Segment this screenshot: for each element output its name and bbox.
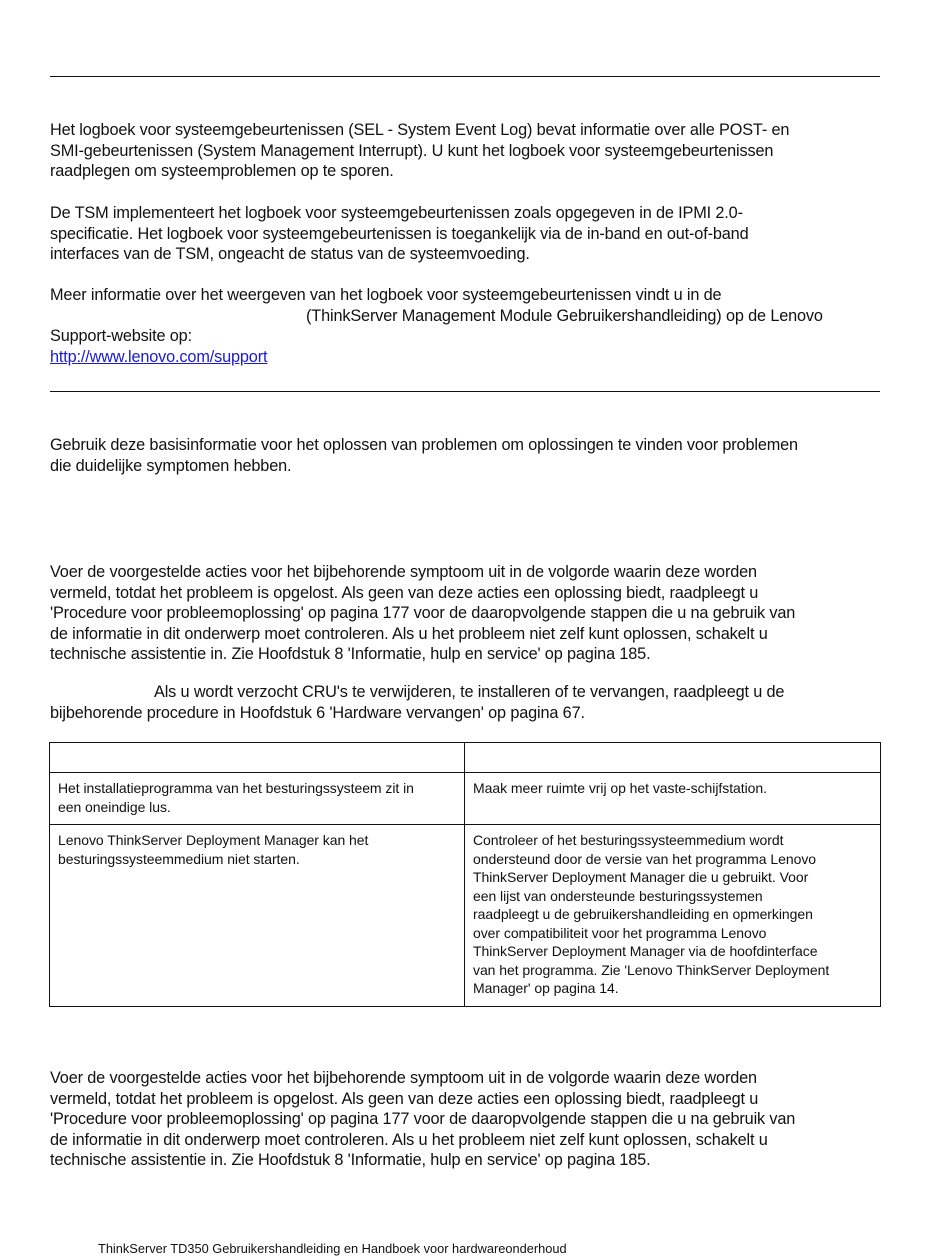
text-line: die duidelijke symptomen hebben.: [50, 456, 292, 475]
text-line: Controleer of het besturingssysteemmedium wordt: [473, 832, 784, 848]
text-line: besturingssysteemmedium niet starten.: [58, 850, 300, 867]
text-line: specificatie. Het logboek voor systeemgebeurtenissen is toegankelijk via de in-band en out-of-band: [50, 224, 749, 243]
text-line: Voer de voorgestelde acties voor het bijbehorende symptoom uit in de volgorde waarin deze worden: [50, 1069, 757, 1087]
text-line: bijbehorende procedure in Hoofdstuk 6 'Hardware vervangen' op pagina 67.: [50, 703, 585, 722]
text-line: een oneindige lus.: [58, 798, 171, 815]
text-line: technische assistentie in. Zie Hoofdstuk 8 'Informatie, hulp en service' op pagina 185.: [50, 645, 651, 664]
text-line: 'Procedure voor probleemoplossing' op pagina 177 voor de daaropvolgende stappen die u na gebruik van: [50, 1110, 796, 1129]
text-line: Maak meer ruimte vrij op het vaste-schijfstation.: [473, 780, 767, 796]
basic-intro-paragraph: [50, 435, 880, 476]
text-line: van het programma. Zie 'Lenovo ThinkServer Deployment: [473, 961, 830, 978]
table-row: [50, 825, 881, 1007]
text-line: Het logboek voor systeemgebeurtenissen (SEL - System Event Log) bevat informatie over alle POST- en: [50, 121, 790, 139]
section-divider-middle: [50, 391, 880, 392]
table-row: [50, 773, 881, 825]
text-line: Manager' op pagina 14.: [473, 980, 619, 996]
text-line: ThinkServer Deployment Manager via de hoofdinterface: [473, 943, 818, 959]
text-line: ondersteund door de versie van het programma Lenovo: [473, 850, 817, 867]
text-line: Gebruik deze basisinformatie voor het oplossen van problemen om oplossingen te vinden voor problemen: [50, 436, 798, 454]
text-line: vermeld, totdat het probleem is opgelost. Als geen van deze acties een oplossing biedt, raadpleegt u: [50, 1089, 759, 1108]
text-fragment: (ThinkServer Management Module Gebruikershandleiding) op de Lenovo: [306, 306, 823, 325]
symptom-action-table: [49, 742, 881, 1007]
sel-paragraph-1: [50, 120, 880, 182]
text-line: raadplegen om systeemproblemen op te sporen.: [50, 162, 394, 181]
actions-paragraph: [50, 562, 880, 665]
text-line: De TSM implementeert het logboek voor systeemgebeurtenissen zoals opgegeven in de IPMI 2.0-: [50, 204, 743, 222]
text-line: 'Procedure voor probleemoplossing' op pagina 177 voor de daaropvolgende stappen die u na gebruik van: [50, 604, 796, 623]
text-line: [50, 306, 880, 327]
text-fragment: Als u wordt verzocht CRU's te verwijderen, te installeren of te vervangen, raadpleegt u de: [154, 683, 785, 701]
text-line: Voer de voorgestelde acties voor het bijbehorende symptoom uit in de volgorde waarin deze worden: [50, 563, 757, 581]
text-line: een lijst van ondersteunde besturingssystemen: [473, 887, 763, 904]
text-line: Lenovo ThinkServer Deployment Manager kan het: [58, 832, 369, 848]
actions-paragraph-2: [50, 1068, 880, 1171]
sel-paragraph-3: [50, 285, 880, 367]
text-line: ThinkServer Deployment Manager die u gebruikt. Voor: [473, 869, 809, 885]
text-line: de informatie in dit onderwerp moet controleren. Als u het probleem niet zelf kunt oplossen, schakelt u: [50, 624, 768, 643]
text-line: over compatibiliteit voor het programma Lenovo: [473, 924, 767, 941]
sel-paragraph-2: [50, 203, 880, 265]
symptom-cell: [50, 825, 465, 1007]
text-line: interfaces van de TSM, ongeacht de status van de systeemvoeding.: [50, 245, 530, 264]
link-line: [50, 347, 880, 368]
lenovo-support-link[interactable]: http://www.lenovo.com/support: [50, 347, 268, 366]
header-action: [465, 743, 881, 773]
text-line: Meer informatie over het weergeven van het logboek voor systeemgebeurtenissen vindt u in de: [50, 286, 722, 304]
symptom-cell: [50, 773, 465, 825]
text-line: Het installatieprogramma van het besturingssysteem zit in: [58, 780, 414, 796]
text-line: Support-website op:: [50, 327, 192, 346]
text-line: raadpleegt u de gebruikershandleiding en opmerkingen: [473, 906, 813, 922]
note-paragraph: [50, 682, 880, 723]
section-divider-top: [50, 76, 880, 77]
text-line: [50, 682, 880, 703]
table-header-row: [50, 743, 881, 773]
action-cell: [465, 773, 881, 825]
text-line: vermeld, totdat het probleem is opgelost. Als geen van deze acties een oplossing biedt, raadpleegt u: [50, 583, 759, 602]
page-footer: ThinkServer TD350 Gebruikershandleiding en Handboek voor hardwareonderhoud: [98, 1241, 567, 1256]
text-line: SMI-gebeurtenissen (System Management Interrupt). U kunt het logboek voor systeemgebeurtenissen: [50, 141, 774, 160]
header-symptom: [50, 743, 465, 773]
action-cell: [465, 825, 881, 1007]
text-line: de informatie in dit onderwerp moet controleren. Als u het probleem niet zelf kunt oplossen, schakelt u: [50, 1130, 768, 1149]
text-line: technische assistentie in. Zie Hoofdstuk 8 'Informatie, hulp en service' op pagina 185.: [50, 1151, 651, 1170]
